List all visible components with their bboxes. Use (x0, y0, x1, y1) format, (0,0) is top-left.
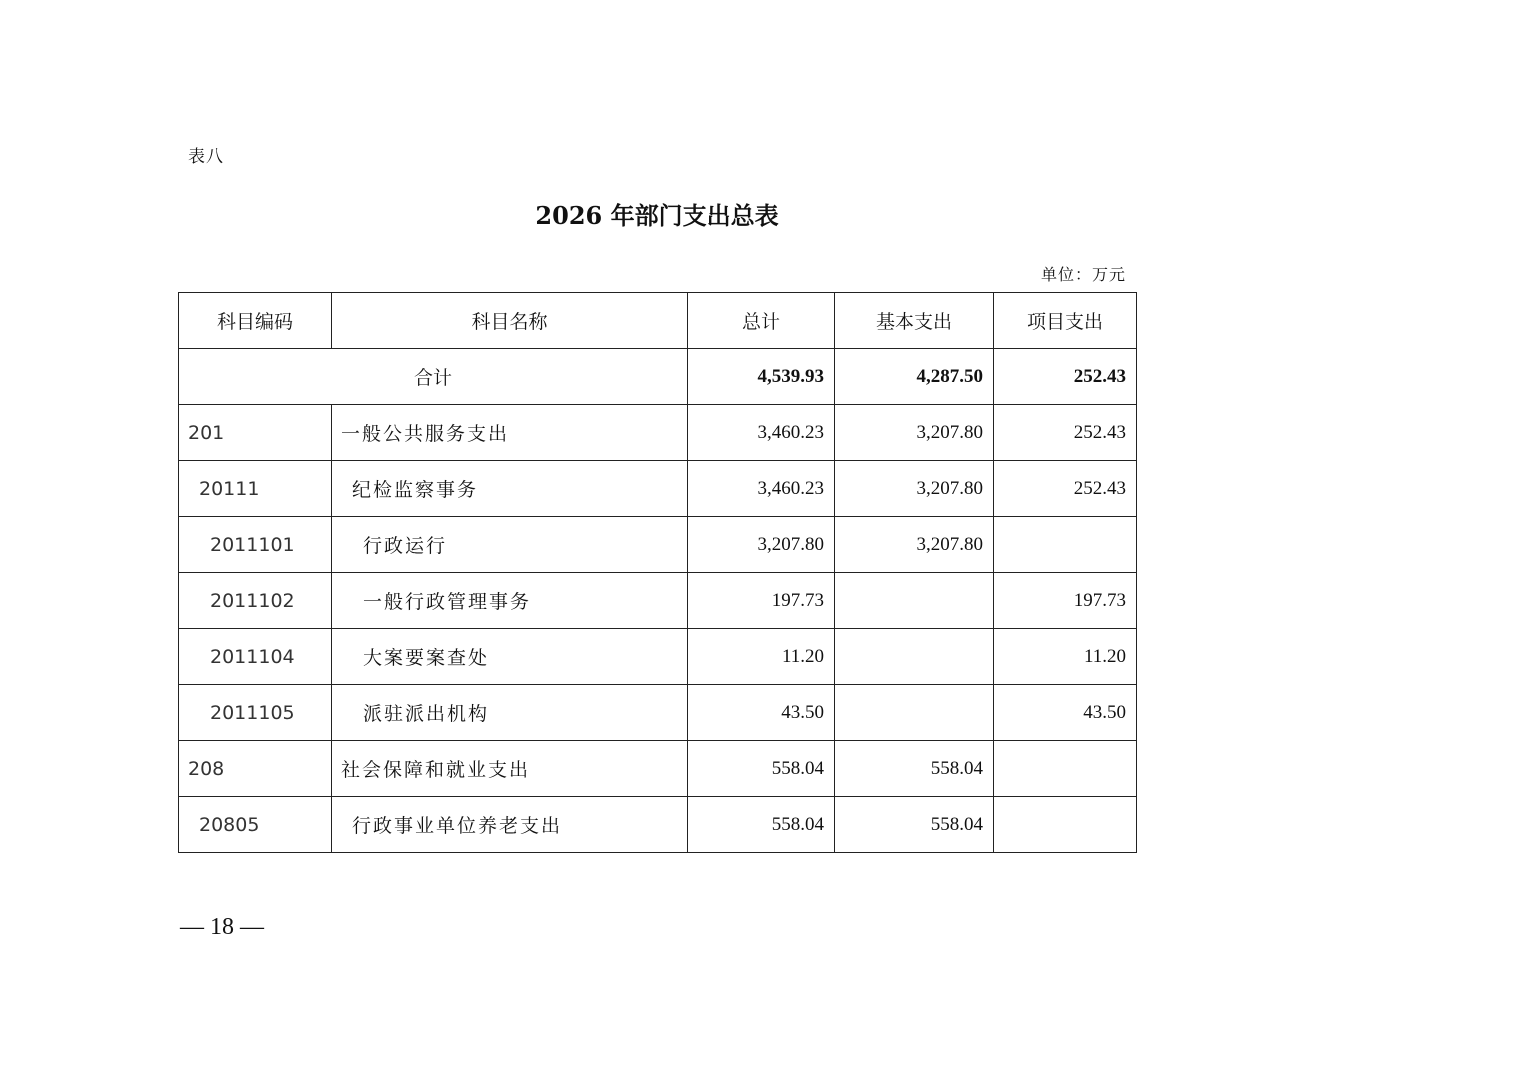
row-total: 43.50 (688, 685, 835, 741)
column-header-basic: 基本支出 (835, 293, 994, 349)
row-basic (835, 685, 994, 741)
row-name: 行政运行 (332, 517, 688, 573)
table-row (179, 573, 1137, 629)
row-project: 252.43 (994, 461, 1137, 517)
table-row (179, 405, 1137, 461)
row-basic: 3,207.80 (835, 405, 994, 461)
table-total-row (179, 349, 1137, 405)
row-basic: 3,207.80 (835, 461, 994, 517)
column-header-name: 科目名称 (332, 293, 688, 349)
total-label: 合计 (179, 349, 688, 405)
column-header-project: 项目支出 (994, 293, 1137, 349)
row-basic: 558.04 (835, 797, 994, 853)
row-project: 43.50 (994, 685, 1137, 741)
table-row (179, 629, 1137, 685)
row-total: 3,207.80 (688, 517, 835, 573)
page-title: 2026 年部门支出总表 (535, 201, 779, 230)
table-label: 表八 (188, 147, 224, 167)
table-row (179, 741, 1137, 797)
row-total: 3,460.23 (688, 461, 835, 517)
row-basic (835, 629, 994, 685)
row-total: 197.73 (688, 573, 835, 629)
table-row (179, 685, 1137, 741)
row-project: 197.73 (994, 573, 1137, 629)
page-number: — 18 — (180, 914, 264, 940)
row-total: 11.20 (688, 629, 835, 685)
unit-note: 单位：万元 (1040, 265, 1126, 284)
total-project: 252.43 (994, 349, 1137, 405)
row-total: 3,460.23 (688, 405, 835, 461)
row-name: 纪检监察事务 (332, 461, 688, 517)
row-basic: 3,207.80 (835, 517, 994, 573)
row-project: 252.43 (994, 405, 1137, 461)
row-code: 20111 (179, 461, 332, 517)
table-row (179, 797, 1137, 853)
row-name: 大案要案查处 (332, 629, 688, 685)
row-total: 558.04 (688, 797, 835, 853)
row-project (994, 741, 1137, 797)
total-sum: 4,539.93 (688, 349, 835, 405)
row-code: 2011104 (179, 629, 332, 685)
row-basic: 558.04 (835, 741, 994, 797)
row-name: 派驻派出机构 (332, 685, 688, 741)
row-name: 社会保障和就业支出 (332, 741, 688, 797)
row-code: 2011105 (179, 685, 332, 741)
row-name: 行政事业单位养老支出 (332, 797, 688, 853)
total-basic: 4,287.50 (835, 349, 994, 405)
row-total: 558.04 (688, 741, 835, 797)
row-name: 一般公共服务支出 (332, 405, 688, 461)
table-header-row (179, 293, 1137, 349)
table-row (179, 517, 1137, 573)
row-basic (835, 573, 994, 629)
row-code: 2011101 (179, 517, 332, 573)
row-project (994, 517, 1137, 573)
column-header-code: 科目编码 (179, 293, 332, 349)
row-code: 2011102 (179, 573, 332, 629)
row-code: 201 (179, 405, 332, 461)
expenditure-table (178, 292, 1137, 853)
column-header-total: 总计 (688, 293, 835, 349)
table-row (179, 461, 1137, 517)
row-code: 20805 (179, 797, 332, 853)
row-project: 11.20 (994, 629, 1137, 685)
row-code: 208 (179, 741, 332, 797)
row-name: 一般行政管理事务 (332, 573, 688, 629)
row-project (994, 797, 1137, 853)
